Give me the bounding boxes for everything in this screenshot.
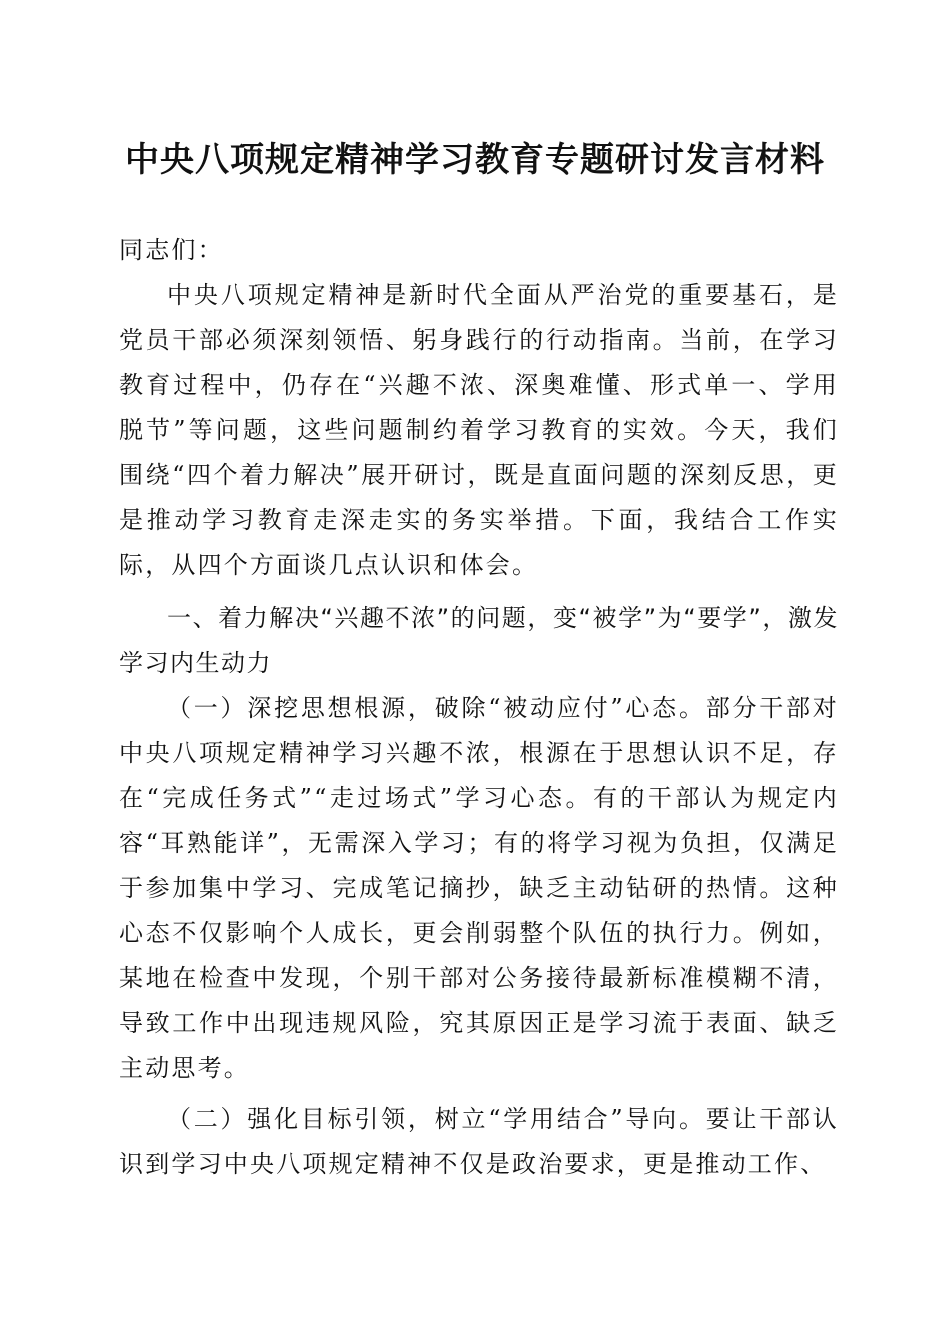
greeting: 同志们：: [119, 236, 224, 264]
document-body: [119, 228, 839, 1187]
subsection-paragraph-2: （二）强化目标引领，树立“学用结合”导向。要让干部认识到学习中央八项规定精神不仅是政治要求，更是推动工作、: [119, 1105, 839, 1178]
intro-paragraph: 中央八项规定精神是新时代全面从严治党的重要基石，是党员干部必须深刻领悟、躬身践行的行动指南。当前，在学习教育过程中，仍存在“兴趣不浓、深奥难懂、形式单一、学用脱节”等问题，这些问题制约着学习教育的实效。今天，我们围绕“四个着力解决”展开研讨，既是直面问题的深刻反思，更是推动学习教育走深走实的务实举措。下面，我结合工作实际，从四个方面谈几点认识和体会。: [119, 281, 839, 579]
document-title: 中央八项规定精神学习教育专题研讨发言材料: [125, 140, 825, 180]
section-heading-1: 一、着力解决“兴趣不浓”的问题，变“被学”为“要学”，激发学习内生动力: [119, 604, 839, 677]
subsection-paragraph-1: （一）深挖思想根源，破除“被动应付”心态。部分干部对中央八项规定精神学习兴趣不浓，根源在于思想认识不足，存在“完成任务式”“走过场式”学习心态。有的干部认为规定内容“耳熟能详”，无需深入学习；有的将学习视为负担，仅满足于参加集中学习、完成笔记摘抄，缺乏主动钻研的热情。这种心态不仅影响个人成长，更会削弱整个队伍的执行力。例如，某地在检查中发现，个别干部对公务接待最新标准模糊不清，导致工作中出现违规风险，究其原因正是学习流于表面、缺乏主动思考。: [119, 694, 839, 1082]
